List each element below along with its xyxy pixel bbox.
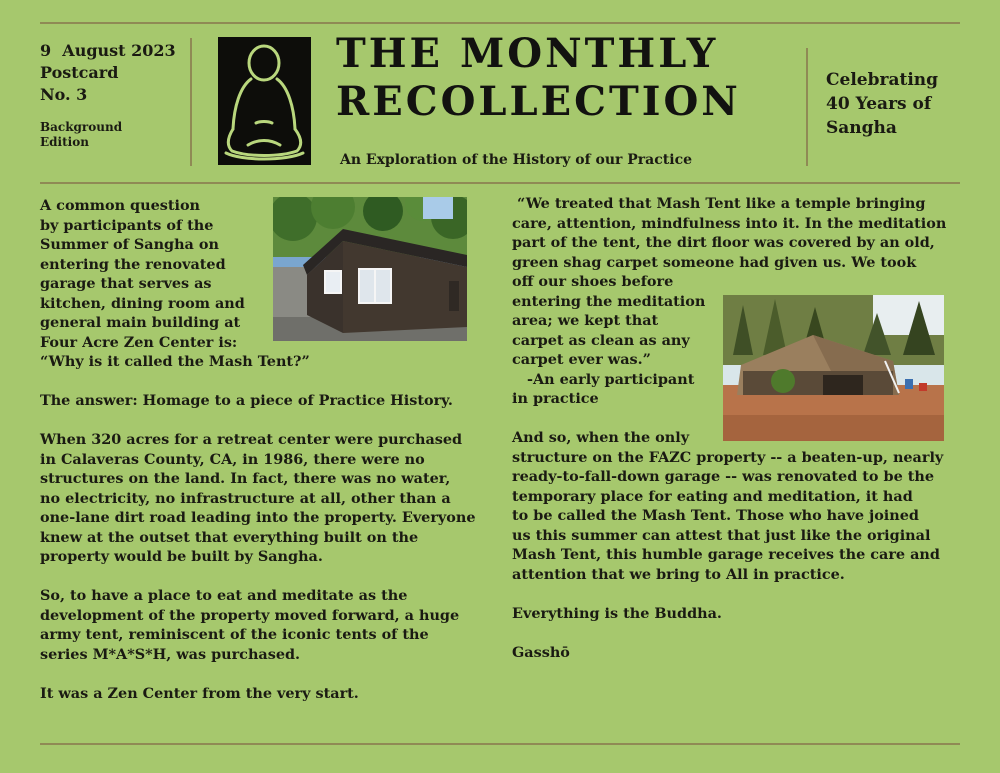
text-line: no electricity, no infrastructure at all, other than a <box>40 489 451 507</box>
seated-buddha-logo <box>218 37 311 165</box>
text-line: structures on the land. In fact, there was no water, <box>40 470 451 487</box>
left-column <box>40 196 492 723</box>
text-line: property would be built by Sangha. <box>40 548 323 565</box>
text-line: “Why is it called the Mash Tent?” <box>40 353 310 370</box>
text-line: development of the property moved forward, a huge <box>40 606 460 624</box>
text-line: knew at the outset that everything built on the <box>40 528 419 546</box>
text-line: entering the meditation <box>512 292 706 310</box>
text-line: care, attention, mindfulness into it. In the meditation <box>512 214 947 232</box>
answer-paragraph: The answer: Homage to a piece of Practice History. <box>40 392 453 409</box>
text-line: one-lane dirt road leading into the property. Everyone <box>40 509 476 526</box>
text-line: So, to have a place to eat and meditate as the <box>40 587 408 604</box>
intro-paragraph <box>40 196 492 372</box>
newsletter-subtitle: An Exploration of the History of our Practice <box>340 152 692 168</box>
text-line: structure on the FAZC property -- a beaten-up, nearly <box>512 448 944 466</box>
edition-line-2: Edition <box>40 135 89 149</box>
text-line: Summer of Sangha on <box>40 236 219 253</box>
text-line: “We treated that Mash Tent like a temple bringing <box>512 195 926 212</box>
text-line: ready-to-fall-down garage -- was renovated to be the <box>512 468 935 485</box>
anniversary-note <box>826 68 938 140</box>
buddha-paragraph: Everything is the Buddha. <box>512 604 722 622</box>
text-line: Mash Tent, this humble garage receives the care and <box>512 546 940 563</box>
text-line: series M*A*S*H, was purchased. <box>40 645 301 663</box>
text-line: When 320 acres for a retreat center were purchased <box>40 431 463 448</box>
header-divider-left <box>190 38 192 166</box>
text-line: by participants of the <box>40 216 214 234</box>
text-line: A common question <box>40 197 201 214</box>
tent-paragraph <box>40 586 492 664</box>
title-line-1: THE MONTHLY <box>336 30 719 77</box>
anniversary-line-2: 40 Years of <box>826 94 932 114</box>
text-line: And so, when the only <box>512 429 690 446</box>
issue-type: Postcard <box>40 63 119 82</box>
text-line: us this summer can attest that just like the original <box>512 526 931 544</box>
mash-tent-paragraph <box>512 428 960 584</box>
issue-info <box>40 40 176 150</box>
title-line-2: RECOLLECTION <box>336 78 741 125</box>
edition-line-1: Background <box>40 120 123 134</box>
text-line: part of the tent, the dirt floor was covered by an old, <box>512 234 935 251</box>
text-line: green shag carpet someone had given us. We took <box>512 253 917 271</box>
quote-attribution: in practice <box>512 390 599 407</box>
newsletter-title <box>336 30 776 126</box>
text-line: carpet ever was.” <box>512 351 651 368</box>
header-bottom-rule <box>40 182 960 184</box>
text-line: general main building at <box>40 314 241 331</box>
text-line: Four Acre Zen Center is: <box>40 333 238 351</box>
edition-label <box>40 120 176 150</box>
top-rule <box>40 22 960 24</box>
text-line: in Calaveras County, CA, in 1986, there were no <box>40 450 425 468</box>
closing-paragraph: It was a Zen Center from the very start. <box>40 684 359 702</box>
text-line: attention that we bring to All in practice. <box>512 565 845 583</box>
text-line: carpet as clean as any <box>512 331 690 349</box>
right-column <box>512 194 960 682</box>
text-line: entering the renovated <box>40 255 226 273</box>
text-line: to be called the Mash Tent. Those who have joined <box>512 507 919 524</box>
anniversary-line-3: Sangha <box>826 118 897 138</box>
header-divider-right <box>806 48 808 166</box>
history-paragraph <box>40 430 492 567</box>
gassho-signoff: Gasshō <box>512 643 570 661</box>
text-line: off our shoes before <box>512 273 674 290</box>
text-line: garage that serves as <box>40 275 212 292</box>
quote-attribution: -An early participant <box>512 370 695 388</box>
quote-paragraph <box>512 194 960 409</box>
text-line: kitchen, dining room and <box>40 294 245 312</box>
issue-number: No. 3 <box>40 85 88 104</box>
text-line: area; we kept that <box>512 312 659 329</box>
footer-rule <box>40 743 960 745</box>
anniversary-line-1: Celebrating <box>826 70 939 90</box>
issue-date: 9 August 2023 <box>40 41 176 60</box>
text-line: temporary place for eating and meditation, it had <box>512 487 913 505</box>
text-line: army tent, reminiscent of the iconic tents of the <box>40 626 429 643</box>
